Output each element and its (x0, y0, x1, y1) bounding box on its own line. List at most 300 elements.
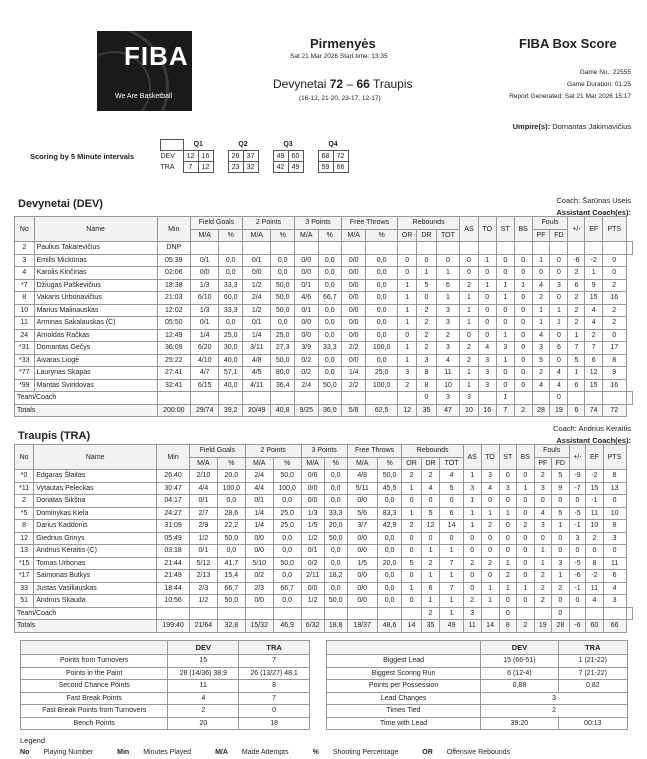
total-cell: 6/32 (301, 620, 324, 633)
stat-cell: 1 (550, 317, 568, 330)
stat-cell: 1/4 (245, 507, 273, 520)
stat-cell: 4 (421, 482, 440, 495)
interval-score: 66 (333, 162, 348, 173)
stat-cell: 16 (602, 292, 626, 305)
stat-cell: 4/8 (347, 470, 377, 483)
stat-cell: 0 (499, 532, 516, 545)
fiba-tagline: We Are Basketball (115, 93, 173, 100)
stat-cell: 25,0 (219, 329, 243, 342)
stat-cell: 6 (568, 279, 585, 292)
stat-cell (478, 242, 496, 255)
stat-cell: 0,0 (271, 254, 295, 267)
stat-cell: 4 (15, 267, 35, 280)
summary-value: 39:20 (481, 717, 558, 730)
summary-row (21, 705, 310, 718)
stat-cell: 3 (534, 482, 551, 495)
stat-cell: 13 (15, 545, 34, 558)
stat-cell: 4 (440, 470, 463, 483)
stat-cell: 27,3 (271, 342, 295, 355)
stat-cell: 1 (397, 279, 417, 292)
column-header: 2 Points (242, 217, 294, 230)
stat-cell: 50,0 (377, 470, 402, 483)
stat-cell: 2 (463, 557, 481, 570)
stat-cell: *7 (15, 279, 35, 292)
stat-cell: 1 (514, 279, 532, 292)
stat-cell: 5/11 (347, 482, 377, 495)
stat-cell: 2 (417, 304, 436, 317)
summary-label: Points in the Paint (21, 667, 168, 680)
stat-cell: -9 (569, 470, 586, 483)
player-name: Emilis Mickūnas (34, 254, 157, 267)
stat-cell: 0 (569, 495, 586, 508)
player-row (15, 520, 633, 533)
column-header: M/A (347, 457, 377, 470)
stat-cell: 40,0 (219, 379, 243, 392)
summary-row (21, 667, 310, 680)
stat-cell: 1 (585, 267, 603, 280)
stat-cell: 50,0 (217, 532, 245, 545)
stat-cell: 0 (496, 367, 514, 380)
stat-cell: 0 (496, 267, 514, 280)
stat-cell: 6 (603, 570, 626, 583)
stat-cell: 0,0 (377, 495, 402, 508)
stat-cell: 0 (499, 595, 516, 608)
stat-cell: 1 (440, 595, 463, 608)
summary-value: 1 (21-22) (558, 655, 627, 668)
stat-cell: 1/4 (242, 329, 270, 342)
column-header: Fouls (534, 445, 569, 458)
team1-boxscore-table (14, 216, 633, 417)
summary-value: 7 (21-22) (558, 667, 627, 680)
total-cell: 32,8 (217, 620, 245, 633)
stat-cell: 5 (440, 482, 463, 495)
stat-cell (481, 607, 499, 620)
totals-row (15, 404, 633, 417)
stat-cell: 12 (421, 520, 440, 533)
stat-cell: 50,0 (324, 595, 347, 608)
column-header: M/A (190, 229, 218, 242)
player-row (15, 304, 633, 317)
stat-cell: 0,0 (273, 595, 301, 608)
stat-cell: 0 (421, 532, 440, 545)
stat-cell: 0 (551, 545, 569, 558)
summary-value: 26 (13/27) 48,1 (239, 667, 310, 680)
gap (348, 162, 363, 173)
stat-cell: 1 (499, 582, 516, 595)
stat-cell: 2 (463, 595, 481, 608)
stat-cell: 0/0 (342, 279, 366, 292)
stat-cell: 0,0 (219, 254, 243, 267)
stat-cell: 0/0 (245, 595, 273, 608)
stat-cell (217, 607, 245, 620)
legend-desc: Playing Number (43, 749, 94, 756)
total-cell: 20/49 (242, 404, 270, 417)
stat-cell: 0 (402, 495, 421, 508)
total-cell: 15/32 (245, 620, 273, 633)
stat-cell: 0,0 (324, 495, 347, 508)
stat-cell: 6 (585, 354, 603, 367)
column-header: Name (34, 217, 157, 242)
interval-score: 23 (228, 162, 243, 173)
total-cell: 66 (603, 620, 626, 633)
stat-cell: 15 (586, 482, 603, 495)
stat-cell: 28,6 (217, 507, 245, 520)
stat-cell: 0,0 (273, 532, 301, 545)
stat-cell: -6 (568, 254, 585, 267)
column-header: No (15, 217, 35, 242)
stat-cell: 25,0 (273, 520, 301, 533)
stat-cell: 0/0 (301, 482, 324, 495)
column-header: Field Goals (189, 445, 245, 458)
stat-cell: 0 (463, 582, 481, 595)
player-row (15, 367, 633, 380)
stat-cell: 83,3 (377, 507, 402, 520)
stat-cell: 05:39 (157, 254, 190, 267)
column-header: EF (585, 217, 603, 242)
stat-cell (626, 242, 632, 255)
total-cell: 2 (514, 404, 532, 417)
summary-value: 28 (14/36) 38,9 (168, 667, 239, 680)
stat-cell: *99 (15, 379, 35, 392)
stat-cell (585, 392, 603, 405)
column-header: Free Throws (347, 445, 402, 458)
column-header: TOT (436, 229, 460, 242)
stat-cell (342, 392, 366, 405)
stat-cell: 0,0 (324, 470, 347, 483)
stat-cell: 6/20 (190, 342, 218, 355)
stat-cell: 1 (481, 507, 499, 520)
stat-cell: -1 (569, 520, 586, 533)
player-name: Edgaras Šlaitas (34, 470, 157, 483)
stat-cell: 24:27 (157, 507, 190, 520)
stat-cell: 12:49 (157, 329, 190, 342)
blank (161, 140, 184, 151)
total-cell: 8 (499, 620, 516, 633)
column-header: PTS (602, 217, 626, 242)
summary-label: Points per Possession (327, 680, 481, 693)
total-cell: 35 (421, 620, 440, 633)
stat-cell: 0 (417, 292, 436, 305)
stat-cell: 0 (514, 354, 532, 367)
stat-cell: 22,2 (217, 520, 245, 533)
stat-cell: 2 (481, 557, 499, 570)
stat-cell: 57,1 (219, 367, 243, 380)
stat-cell (568, 242, 585, 255)
stat-cell: 5/12 (189, 557, 217, 570)
total-cell: -6 (569, 620, 586, 633)
total-cell: 47 (436, 404, 460, 417)
umpires: Umpire(s): Domantas Jakimavičius (512, 122, 631, 131)
total-cell: 5/8 (342, 404, 366, 417)
stat-cell (586, 607, 603, 620)
column-header: M/A (342, 229, 366, 242)
team2-boxscore-table (14, 444, 633, 633)
column-header: Min (157, 217, 190, 242)
stat-cell: 0/1 (189, 495, 217, 508)
stat-cell: 0/0 (301, 495, 324, 508)
totals-label: Totals (15, 620, 157, 633)
stat-cell: 0/2 (301, 557, 324, 570)
summary-row (327, 655, 628, 668)
stat-cell: 0 (417, 254, 436, 267)
stat-cell: 1 (460, 379, 478, 392)
stat-cell: 15,4 (217, 570, 245, 583)
stat-cell: 0 (397, 329, 417, 342)
stat-cell: 0 (496, 317, 514, 330)
stat-cell (532, 392, 550, 405)
stat-cell: 1 (532, 254, 550, 267)
stat-cell: 5 (417, 279, 436, 292)
stat-cell: 0/1 (301, 545, 324, 558)
stat-cell: 9 (551, 482, 569, 495)
stat-cell: 3 (496, 342, 514, 355)
stat-cell: 0/0 (294, 317, 318, 330)
stat-cell: 0,0 (273, 545, 301, 558)
stat-cell: 0 (478, 267, 496, 280)
stat-cell: 5 (421, 507, 440, 520)
summary-row (327, 680, 628, 693)
total-cell: 72 (602, 404, 626, 417)
stat-cell: 3 (569, 532, 586, 545)
stat-cell: 3 (481, 470, 499, 483)
stat-cell: 4 (478, 342, 496, 355)
stat-cell (397, 392, 417, 405)
stat-cell (245, 607, 273, 620)
summary-row (327, 667, 628, 680)
stat-cell (478, 392, 496, 405)
stat-cell: 1 (496, 392, 514, 405)
stat-cell: 2 (481, 520, 499, 533)
team1-coaches: Coach: Šarūnas Useis Assistant Coach(es): (556, 196, 631, 217)
stat-cell: 0 (516, 570, 534, 583)
column-header: DR (417, 229, 436, 242)
stat-cell: 26:40 (157, 470, 190, 483)
stat-cell: 0 (516, 495, 534, 508)
stat-cell: 3 (436, 392, 460, 405)
stat-cell: 1/5 (301, 520, 324, 533)
stat-cell: 0 (440, 532, 463, 545)
stat-cell: 50,0 (217, 595, 245, 608)
column-header: ST (496, 217, 514, 242)
stat-cell: 80,0 (271, 367, 295, 380)
stat-cell: 45,5 (377, 482, 402, 495)
stat-cell: 4/10 (190, 354, 218, 367)
column-header: % (366, 229, 397, 242)
stat-cell (273, 607, 301, 620)
stat-cell: 2 (568, 317, 585, 330)
stat-cell: 1 (460, 292, 478, 305)
stat-cell: 0 (436, 254, 460, 267)
interval-score: 49 (288, 162, 303, 173)
stat-cell: 1 (397, 342, 417, 355)
stat-cell: 3 (15, 254, 35, 267)
stat-cell (436, 242, 460, 255)
away-score: 66 (356, 77, 370, 91)
player-name: Arnoldas Račkas (34, 329, 157, 342)
stat-cell: 3 (417, 354, 436, 367)
column-header: 2 Points (245, 445, 301, 458)
gap (303, 140, 318, 151)
player-name: Marius Malinauskas (34, 304, 157, 317)
stat-cell: 1 (460, 304, 478, 317)
stat-cell: 1 (421, 545, 440, 558)
stat-cell: 0/2 (294, 354, 318, 367)
stat-cell: 32:41 (157, 379, 190, 392)
stat-cell: 1 (534, 557, 551, 570)
stat-cell: -2 (586, 470, 603, 483)
stat-cell (585, 242, 603, 255)
stat-cell: -1 (569, 582, 586, 595)
home-team: Devynetai (273, 77, 327, 91)
total-cell: 11 (463, 620, 481, 633)
stat-cell: -2 (585, 254, 603, 267)
stat-cell: 1 (397, 304, 417, 317)
stat-cell: 0/1 (294, 304, 318, 317)
stat-cell: 42,9 (377, 520, 402, 533)
stat-cell: 10:56 (157, 595, 190, 608)
stat-cell: 8 (15, 292, 35, 305)
summary-row (327, 717, 628, 730)
stat-cell (603, 607, 626, 620)
stat-cell: 0,0 (324, 545, 347, 558)
column-header: % (271, 229, 295, 242)
stat-cell: 0/0 (347, 532, 377, 545)
stat-cell: 25:22 (157, 354, 190, 367)
stat-cell: 18,2 (324, 570, 347, 583)
stat-cell: 2 (436, 329, 460, 342)
player-row (15, 279, 633, 292)
stat-cell: *77 (15, 367, 35, 380)
stat-cell: 3 (463, 482, 481, 495)
column-header: AS (460, 217, 478, 242)
stat-cell: 4 (585, 304, 603, 317)
stat-cell: 0 (514, 367, 532, 380)
stat-cell: 0 (499, 545, 516, 558)
quarter-label: Q4 (328, 141, 338, 149)
stat-cell: 2/10 (189, 470, 217, 483)
stat-cell: 2 (532, 367, 550, 380)
stat-cell: 1 (463, 507, 481, 520)
stat-cell: 1 (516, 582, 534, 595)
stat-cell: 1/5 (347, 557, 377, 570)
stat-cell: 0,0 (366, 304, 397, 317)
team-coach-row (15, 392, 633, 405)
stat-cell: 1 (496, 292, 514, 305)
legend-desc: Made Attempts (241, 749, 289, 756)
total-cell: 62,5 (366, 404, 397, 417)
stat-cell: *15 (15, 557, 34, 570)
stat-cell: 2 (417, 342, 436, 355)
stat-cell: 0 (534, 532, 551, 545)
legend-items (20, 749, 534, 756)
summary-left-table (20, 640, 310, 730)
stat-cell: 0 (550, 392, 568, 405)
stat-cell: 33,3 (318, 342, 342, 355)
summary-value: 6 (12-4) (481, 667, 558, 680)
stat-cell (366, 392, 397, 405)
stat-cell: 0 (602, 329, 626, 342)
stat-cell (301, 607, 324, 620)
stat-cell: 0 (550, 254, 568, 267)
column-header: % (219, 229, 243, 242)
stat-cell (324, 607, 347, 620)
stat-cell: 0 (478, 292, 496, 305)
stat-cell: 0/0 (347, 570, 377, 583)
interval-score: 12 (183, 151, 198, 162)
stat-cell: 0/0 (342, 304, 366, 317)
date-line: Sat 21 Mar 2026 Start time: 13:35 (290, 53, 388, 60)
stat-cell: 3 (551, 557, 569, 570)
total-cell: 18,8 (324, 620, 347, 633)
column-header: 3 Points (301, 445, 347, 458)
stat-cell: 11 (603, 557, 626, 570)
stat-cell: 4/5 (242, 367, 270, 380)
column-header: TO (481, 445, 499, 470)
stat-cell: 1 (516, 482, 534, 495)
summary-value: 0 (239, 705, 310, 718)
team2-coaches: Coach: Andrius Keraitis Assistant Coach(es): (553, 424, 631, 445)
stat-cell: 0 (421, 495, 440, 508)
stat-cell: 0 (460, 329, 478, 342)
stat-cell: 0 (550, 354, 568, 367)
stat-cell: 2 (421, 607, 440, 620)
stat-cell: 0 (440, 495, 463, 508)
gap (348, 140, 363, 151)
stat-cell: 1 (551, 570, 569, 583)
stat-cell: *33 (15, 354, 35, 367)
stat-cell: 0,0 (366, 292, 397, 305)
stat-cell: 16 (602, 379, 626, 392)
stat-cell: 2 (586, 532, 603, 545)
stat-cell: 04:17 (157, 495, 190, 508)
player-name: Laurynas Skapas (34, 367, 157, 380)
stat-cell: 4 (550, 367, 568, 380)
stat-cell: 9 (602, 367, 626, 380)
stat-cell: *31 (15, 342, 35, 355)
stat-cell: 5 (551, 507, 569, 520)
gap (213, 140, 228, 151)
stat-cell: 2/4 (294, 379, 318, 392)
stat-cell (516, 607, 534, 620)
stat-cell: 50,0 (271, 354, 295, 367)
stat-cell (157, 392, 190, 405)
stat-cell: 0/0 (347, 495, 377, 508)
stat-cell: 0/0 (245, 545, 273, 558)
stat-cell: 0 (397, 254, 417, 267)
column-header: M/A (245, 457, 273, 470)
summary-header (327, 641, 481, 655)
summary-value: 3 (481, 692, 628, 705)
stat-cell: 5 (568, 354, 585, 367)
summary-label: Lead Changes (327, 692, 481, 705)
stat-cell: 8 (15, 520, 34, 533)
stat-cell: 5 (551, 470, 569, 483)
player-name: Vytautas Peleckas (34, 482, 157, 495)
stat-cell: 0,0 (324, 557, 347, 570)
player-row (15, 595, 633, 608)
stat-cell: 0/6 (301, 470, 324, 483)
legend-key: OR (422, 749, 433, 756)
stat-cell: 0/0 (294, 254, 318, 267)
stat-cell: 4 (534, 507, 551, 520)
summary-row (327, 692, 628, 705)
stat-cell: 0,0 (271, 317, 295, 330)
stat-cell: 0 (514, 317, 532, 330)
stat-cell: 8 (586, 557, 603, 570)
stat-cell (514, 392, 532, 405)
stat-cell (318, 242, 342, 255)
stat-cell: 3 (550, 279, 568, 292)
